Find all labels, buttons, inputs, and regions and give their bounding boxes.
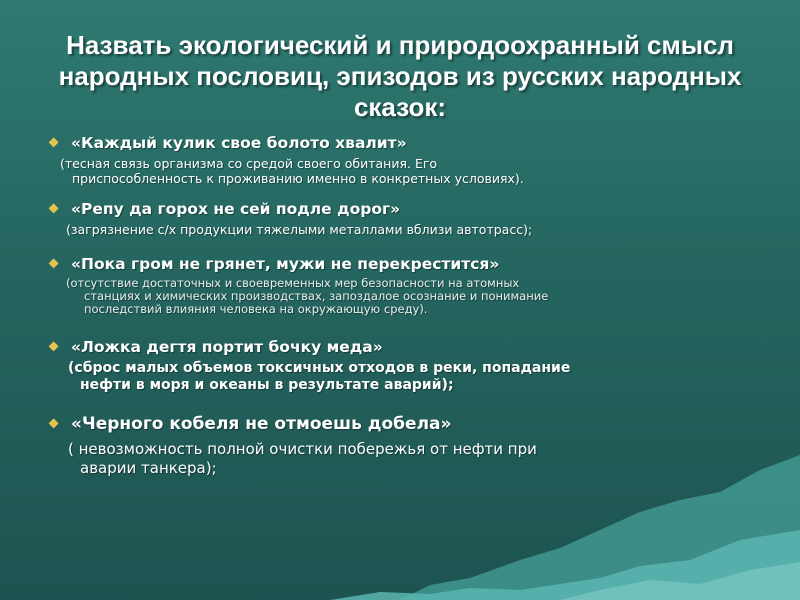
proverb-text: «Пока гром не грянет, мужи не перекрестится» [71, 255, 500, 273]
proverb-text: «Черного кобеля не отмоешь добела» [71, 414, 452, 434]
list-item [48, 414, 768, 478]
list-item [48, 338, 768, 394]
proverb-explanation: (отсутствие достаточных и своевременных мер безопасности на атомных станциях и химических производствах, запоздалое осознание и понимание последствий влияния человека на окружающую среду). [66, 276, 549, 316]
title-line-1: Назвать экологический и природоохранный смысл [66, 30, 734, 60]
list-item [48, 134, 768, 186]
diamond-bullet-icon [49, 258, 59, 268]
list-item [48, 200, 768, 237]
proverb-explanation: ( невозможность полной очистки побережья от нефти при аварии танкера); [68, 440, 537, 477]
proverb-list [48, 134, 768, 492]
diamond-bullet-icon [49, 341, 59, 351]
proverb-explanation: (сброс малых объемов токсичных отходов в реки, попадание нефти в моря и океаны в результате аварий); [68, 360, 571, 393]
list-item [48, 255, 768, 316]
diamond-bullet-icon [49, 137, 59, 147]
slide-title [40, 30, 760, 123]
proverb-explanation: (загрязнение с/х продукции тяжелыми металлами вблизи автотрасс); [66, 222, 533, 237]
diamond-bullet-icon [49, 203, 59, 213]
proverb-text: «Репу да горох не сей подле дорог» [71, 200, 401, 218]
diamond-bullet-icon [49, 418, 59, 428]
proverb-explanation: (тесная связь организма со средой своего обитания. Его приспособленность к проживанию именно в конкретных условиях). [60, 156, 524, 186]
title-line-3: сказок: [353, 92, 447, 122]
proverb-text: «Ложка дегтя портит бочку меда» [71, 338, 383, 356]
title-line-2: народных пословиц, эпизодов из русских народных [58, 61, 742, 91]
proverb-text: «Каждый кулик свое болото хвалит» [71, 134, 407, 152]
